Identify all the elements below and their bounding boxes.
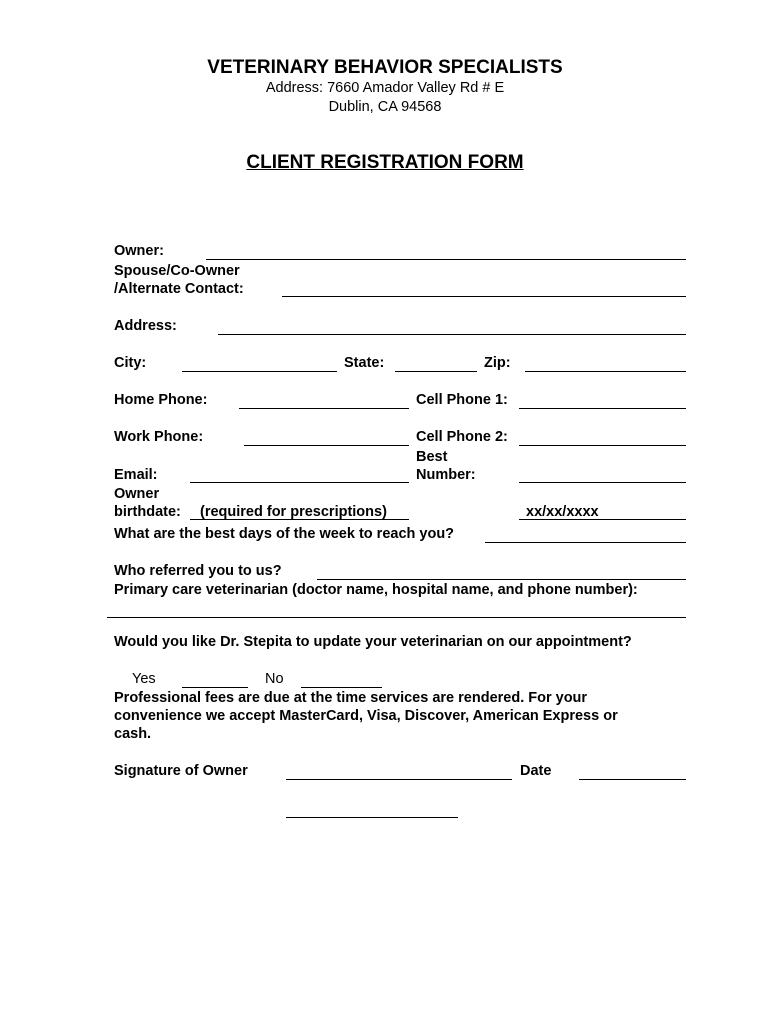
- signature-input-line[interactable]: [286, 779, 512, 780]
- update-vet-question: Would you like Dr. Stepita to update your veterinarian on our appointment?: [114, 634, 632, 650]
- date-input-line[interactable]: [579, 779, 686, 780]
- birthdate-hint: (required for prescriptions): [200, 504, 387, 520]
- state-label: State:: [344, 355, 385, 371]
- work-phone-label: Work Phone:: [114, 429, 204, 445]
- signature-label: Signature of Owner: [114, 763, 248, 779]
- cell-phone-2-label: Cell Phone 2:: [416, 429, 508, 445]
- state-input-line[interactable]: [395, 371, 477, 372]
- address-line-1: Address: 7660 Amador Valley Rd # E: [265, 80, 505, 96]
- city-label: City:: [114, 355, 147, 371]
- extra-signature-line[interactable]: [286, 817, 458, 818]
- no-input-line[interactable]: [301, 687, 382, 688]
- birthdate-label-line2: birthdate:: [114, 504, 181, 520]
- best-days-input-line[interactable]: [485, 542, 686, 543]
- referred-label: Who referred you to us?: [114, 563, 282, 579]
- fees-text-line1: Professional fees are due at the time services are rendered. For your: [114, 690, 588, 706]
- address-input-line[interactable]: [218, 334, 686, 335]
- spouse-input-line[interactable]: [282, 296, 686, 297]
- address-line-2: Dublin, CA 94568: [328, 99, 442, 115]
- fees-text-line3: cash.: [114, 726, 152, 742]
- form-title: CLIENT REGISTRATION FORM: [246, 152, 524, 173]
- fees-text-line2: convenience we accept MasterCard, Visa, Discover, American Express or: [114, 708, 618, 724]
- best-number-label-line1: Best: [416, 449, 448, 465]
- cell-phone-2-input-line[interactable]: [519, 445, 686, 446]
- email-label: Email:: [114, 467, 158, 483]
- organization-name: VETERINARY BEHAVIOR SPECIALISTS: [207, 57, 563, 78]
- owner-label: Owner:: [114, 243, 164, 259]
- referred-input-line[interactable]: [317, 579, 686, 580]
- birthdate-label-line1: Owner: [114, 486, 160, 502]
- primary-vet-input-line[interactable]: [107, 617, 686, 618]
- best-number-input-line[interactable]: [519, 482, 686, 483]
- yes-label: Yes: [132, 671, 156, 687]
- zip-label: Zip:: [484, 355, 511, 371]
- primary-vet-label: Primary care veterinarian (doctor name, hospital name, and phone number):: [114, 582, 638, 598]
- cell-phone-1-label: Cell Phone 1:: [416, 392, 508, 408]
- owner-input-line[interactable]: [206, 259, 686, 260]
- best-days-label: What are the best days of the week to reach you?: [114, 526, 455, 542]
- email-input-line[interactable]: [190, 482, 409, 483]
- spouse-label-line2: /Alternate Contact:: [114, 281, 244, 297]
- date-label: Date: [520, 763, 552, 779]
- home-phone-label: Home Phone:: [114, 392, 208, 408]
- birthdate-date-line[interactable]: [519, 519, 686, 520]
- birthdate-input-line[interactable]: [190, 519, 409, 520]
- cell-phone-1-input-line[interactable]: [519, 408, 686, 409]
- best-number-label-line2: Number:: [416, 467, 476, 483]
- city-input-line[interactable]: [182, 371, 337, 372]
- zip-input-line[interactable]: [525, 371, 686, 372]
- spouse-label-line1: Spouse/Co-Owner: [114, 263, 240, 279]
- date-format-hint: xx/xx/xxxx: [526, 504, 599, 520]
- no-label: No: [265, 671, 284, 687]
- yes-input-line[interactable]: [182, 687, 248, 688]
- address-label: Address:: [114, 318, 177, 334]
- home-phone-input-line[interactable]: [239, 408, 409, 409]
- work-phone-input-line[interactable]: [244, 445, 409, 446]
